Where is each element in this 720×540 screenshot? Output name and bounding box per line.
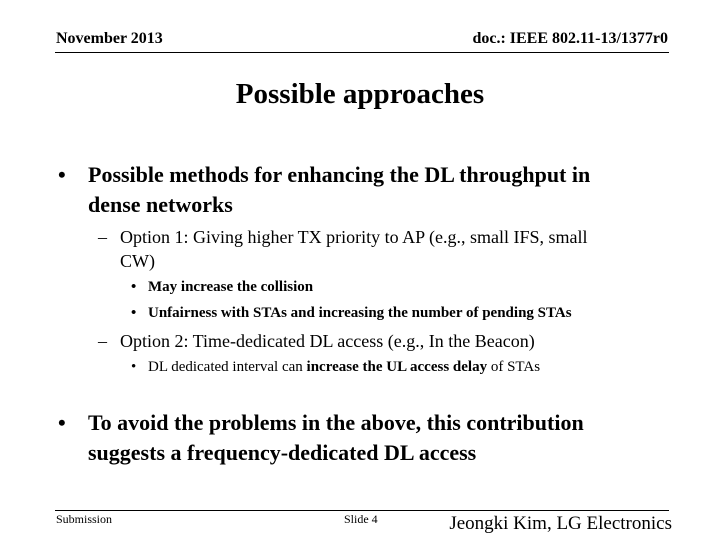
bullet-1-line-1: Possible methods for enhancing the DL throughput in bbox=[88, 162, 591, 187]
bullet-icon: • bbox=[131, 279, 137, 295]
option-1-line-1: Option 1: Giving higher TX priority to AP (e.g., small IFS, small bbox=[120, 227, 588, 247]
bullet-icon: • bbox=[58, 410, 66, 435]
footer-submission: Submission bbox=[56, 512, 113, 526]
header-rule bbox=[55, 52, 669, 53]
option-1-sub-1: • May increase the collision bbox=[131, 279, 314, 295]
bullet-2-line-1: To avoid the problems in the above, this contribution bbox=[88, 410, 584, 435]
footer-rule bbox=[55, 510, 669, 511]
bullet-2 bbox=[58, 408, 688, 468]
dash-icon: – bbox=[98, 227, 107, 247]
header-date: November 2013 bbox=[56, 30, 163, 47]
option-1-sub-2: • Unfairness with STAs and increasing the number of pending STAs bbox=[131, 305, 572, 321]
option-2-sub-1: • DL dedicated interval can increase the UL access delay of STAs bbox=[131, 359, 541, 375]
slide-title: Possible approaches bbox=[235, 78, 485, 110]
bullet-2-line-2: suggests a frequency-dedicated DL access bbox=[88, 440, 477, 465]
dash-icon: – bbox=[98, 331, 107, 351]
option-2 bbox=[98, 329, 700, 353]
option-1-line-2: CW) bbox=[120, 251, 155, 271]
option-1 bbox=[98, 225, 700, 273]
bullet-icon: • bbox=[131, 305, 137, 321]
bullet-icon: • bbox=[58, 162, 66, 187]
header-doc-id: doc.: IEEE 802.11-13/1377r0 bbox=[472, 30, 668, 47]
footer-slide-number: Slide 4 bbox=[344, 512, 378, 526]
bullet-1-line-2: dense networks bbox=[88, 192, 233, 217]
bullet-1 bbox=[58, 160, 688, 220]
option-2-text: Option 2: Time-dedicated DL access (e.g., In the Beacon) bbox=[120, 331, 535, 351]
footer-author: Jeongki Kim, LG Electronics bbox=[449, 513, 672, 534]
bullet-icon: • bbox=[131, 359, 137, 375]
